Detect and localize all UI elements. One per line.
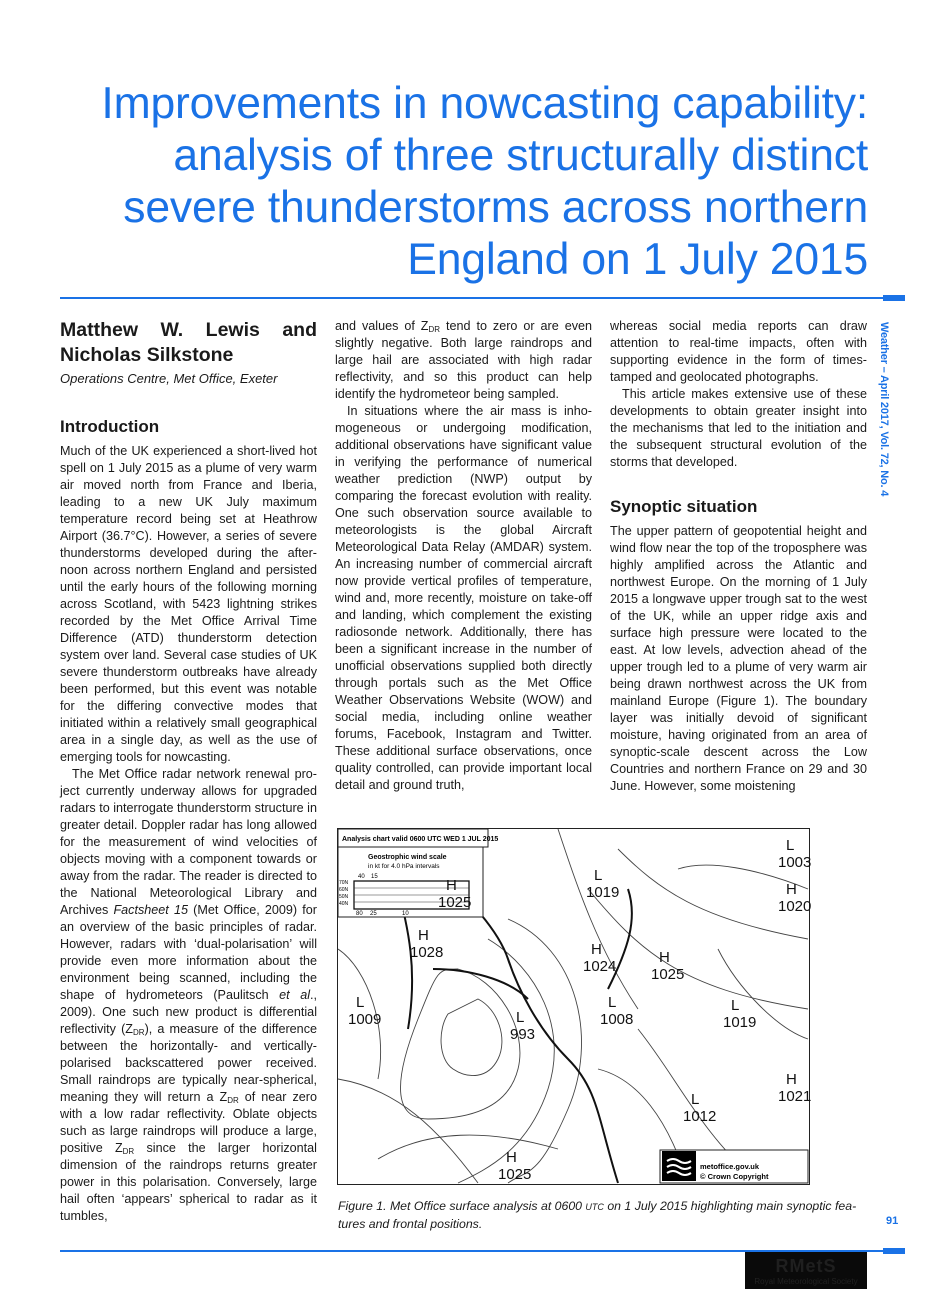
column-2	[335, 318, 592, 794]
pressure-system-type: H	[418, 927, 429, 944]
affiliation: Operations Centre, Met Office, Exeter	[60, 371, 278, 386]
pressure-system-type: H	[786, 1071, 797, 1088]
footer-rule-tab	[883, 1248, 905, 1254]
text-run: and values of Z	[335, 319, 429, 333]
pressure-value: 1025	[438, 894, 472, 911]
wind-tick: 40	[358, 874, 365, 880]
subscript: DR	[122, 1147, 135, 1156]
pressure-value: 1028	[410, 944, 444, 961]
text-run: since the larger horizontal dimension of the raindrops returns greater power in this polarisation. Conversely, large hail often ‘appears’ spherical to radar as it tumbles,	[60, 1141, 317, 1223]
pressure-value: 1008	[600, 1011, 634, 1028]
paragraph	[335, 403, 592, 794]
caption-utc: UTC	[585, 1202, 604, 1212]
text-run: Much of the UK experienced a short-lived hot spell on 1 July 2015 as a plume of very warm air moved north from France and Iberia, leading to a new UK July maximum temperature record being set at Heathrow Airport (36.7°C). However, a series of severe thunderstorms developed during the afternoon across northern England and persisted until the early hours of the following morning across Scotland, with 5423 lightning strikes recorded by the Met Office Arrival Time Difference (ATD) thunderstorm detection system over land. Several case studies of UK severe thunderstorm outbreaks have already been performed, but this event was notable for the differing convective modes that initiated within a relatively small geographical area in a single day, as well as the use of emerging tools for nowcasting.	[60, 444, 317, 764]
text-run: The upper pattern of geopotential height and wind flow near the top of the troposphere was highly amplified across the Atlantic and northwest Europe. On the morning of 1 July 2015 a longwave upper trough sat to the west of the UK, while an upper ridge axis and surface high pressure were located to the east. At low levels, advection ahead of the upper trough led to a plume of very warm air being drawn northwest across the UK from mainland Europe (Figure 1). The boundary layer was initially devoid of significant moisture, having originated from an area of synoptic-scale descent across the Low Countries and northern France on 29 and 30 June. However, some moistening	[610, 524, 867, 793]
lat-label: 50N	[339, 894, 349, 900]
pressure-value: 1020	[778, 898, 812, 915]
article-title: Improvements in nowcasting capability: analysis of three structurally distinct severe thunderstorms across northern England on 1 July 2015	[101, 79, 868, 284]
pressure-system-type: L	[608, 994, 617, 1011]
pressure-system-type: H	[786, 881, 797, 898]
paragraph	[60, 766, 317, 1225]
caption-text: Figure 1. Met Office surface analysis at 0600	[338, 1199, 586, 1213]
caption-text: on 1 July 2015 highlighting main synoptic features and frontal positions.	[338, 1199, 857, 1231]
lat-label: 60N	[339, 887, 349, 893]
wind-tick: 15	[371, 874, 378, 880]
pressure-system-type: H	[659, 949, 670, 966]
wind-scale-title: Geostrophic wind scale	[368, 854, 447, 861]
pressure-system-type: L	[594, 867, 603, 884]
paragraph	[610, 523, 867, 795]
pressure-value: 1025	[651, 966, 685, 983]
pressure-system-type: H	[446, 877, 457, 894]
rmets-logo	[745, 1252, 867, 1289]
text-run: The Met Office radar network renewal project currently underway allows for upgraded radars to interrogate thunderstorm structure in greater detail. Doppler radar has long allowed for the measurement of wind velocities of objects moving with a component towards or away from the radar. The reader is directed to the National Meteorological Library and Archives	[60, 767, 317, 917]
italic-text: Factsheet 15	[113, 903, 188, 917]
text-run: This article makes extensive use of these developments to obtain greater insight into the mechanisms that led to the initiation and the subsequent structural evolution of the storms that developed.	[610, 387, 867, 469]
italic-text: et al	[279, 988, 310, 1002]
paragraph	[610, 386, 867, 471]
pressure-system-type: L	[731, 997, 740, 1014]
wind-scale-subtitle: in kt for 4.0 hPa intervals	[368, 863, 440, 870]
paragraph	[335, 318, 592, 403]
subscript: DR	[133, 1028, 145, 1037]
subscript: DR	[227, 1096, 239, 1105]
logo-sub: Royal Meteorological Society	[754, 1277, 858, 1286]
figure-caption	[338, 1198, 858, 1233]
text-run: In situations where the air mass is inhomogeneous or undergoing modification, additional observations have significant value in verifying the performance of numerical weather prediction (NWP) output by comparing the forecast evolution with reality. One such observation source available to meteorologists is the global Aircraft Meteorological Data Relay (AMDAR) system. An increasing number of commercial aircraft now provide vertical profiles of temperature, wind and, more recently, moisture on take-off and landing, which complement the existing radiosonde network. Additionally, there has been a significant increase in the number of unofficial observations supplied both directly through portals such as the Met Office Weather Observations Website (WOW) and social media, including online weather forums, Facebook, Instagram and Twitter. These additional surface observations, once quality controlled, can provide important local detail and ground truth,	[335, 404, 592, 792]
pressure-system-type: H	[591, 941, 602, 958]
heading-introduction: Introduction	[60, 417, 160, 436]
pressure-value: 993	[510, 1026, 536, 1043]
paragraph	[60, 443, 317, 766]
pressure-value: 1012	[683, 1108, 717, 1125]
column-3	[610, 318, 867, 795]
paragraph	[610, 318, 867, 386]
pressure-value: 1009	[348, 1011, 382, 1028]
pressure-system-type: L	[356, 994, 365, 1011]
pressure-system-type: H	[506, 1149, 517, 1166]
pressure-value: 1025	[498, 1166, 532, 1183]
header-rule-tab	[883, 295, 905, 301]
pressure-system-type: L	[516, 1009, 525, 1026]
column-1	[60, 318, 317, 1225]
logo-name: RMetS	[775, 1256, 837, 1276]
text-run: of near zero with a low radar reflectivity. Oblate objects such as large raindrops will produce a large, positive Z	[60, 1090, 317, 1155]
text-run: whereas social media reports can draw attention to real-time impacts, often with supporting evidence in the form of timestamped and geolocated photographs.	[610, 319, 867, 384]
pressure-value: 1019	[723, 1014, 757, 1031]
text-run: ), a measure of the difference between the horizontally- and vertically-polarised backscattered power received. Small raindrops are typically near-spherical, meaning they will return a Z	[60, 1022, 317, 1104]
wind-tick: 80	[356, 911, 363, 917]
pressure-value: 1003	[778, 854, 812, 871]
chart-credit-url: metoffice.gov.uk	[700, 1162, 760, 1171]
heading-synoptic: Synoptic situation	[610, 497, 758, 516]
header-rule	[60, 297, 905, 299]
pressure-value: 1021	[778, 1088, 812, 1105]
authors: Matthew W. Lewis and Nicholas Silkstone	[60, 319, 317, 366]
chart-credit-copyright: © Crown Copyright	[700, 1172, 769, 1181]
pressure-system-type: L	[786, 837, 795, 854]
text-run: (Met Office, 2009) for an overview of the basic principles of radar. However, radars with ‘dual-polarisation’ will provide even more information about the environment being scanned, including the shape of hydrometeors (Paulitsch	[60, 903, 317, 1002]
subscript: DR	[428, 325, 441, 334]
text-run: tend to zero or are even slightly negative. Both large raindrops and large hail are associated with high radar reflectivity, and so this product can help identify the hydrometeor being sampled.	[335, 319, 593, 401]
journal-issue-label: Weather – April 2017, Vol. 72, No. 4	[878, 322, 890, 497]
lat-label: 40N	[339, 901, 349, 907]
text-run: ., 2009). One such new product is differential reflectivity (Z	[60, 988, 317, 1036]
surface-analysis-chart	[337, 828, 810, 1185]
pressure-system-type: L	[691, 1091, 700, 1108]
wind-tick: 25	[370, 911, 377, 917]
page-number: 91	[886, 1215, 899, 1227]
lat-label: 70N	[339, 880, 349, 886]
pressure-value: 1024	[583, 958, 617, 975]
wind-tick: 10	[402, 911, 409, 917]
chart-header: Analysis chart valid 0600 UTC WED 1 JUL 2015	[342, 836, 499, 843]
pressure-value: 1019	[586, 884, 620, 901]
